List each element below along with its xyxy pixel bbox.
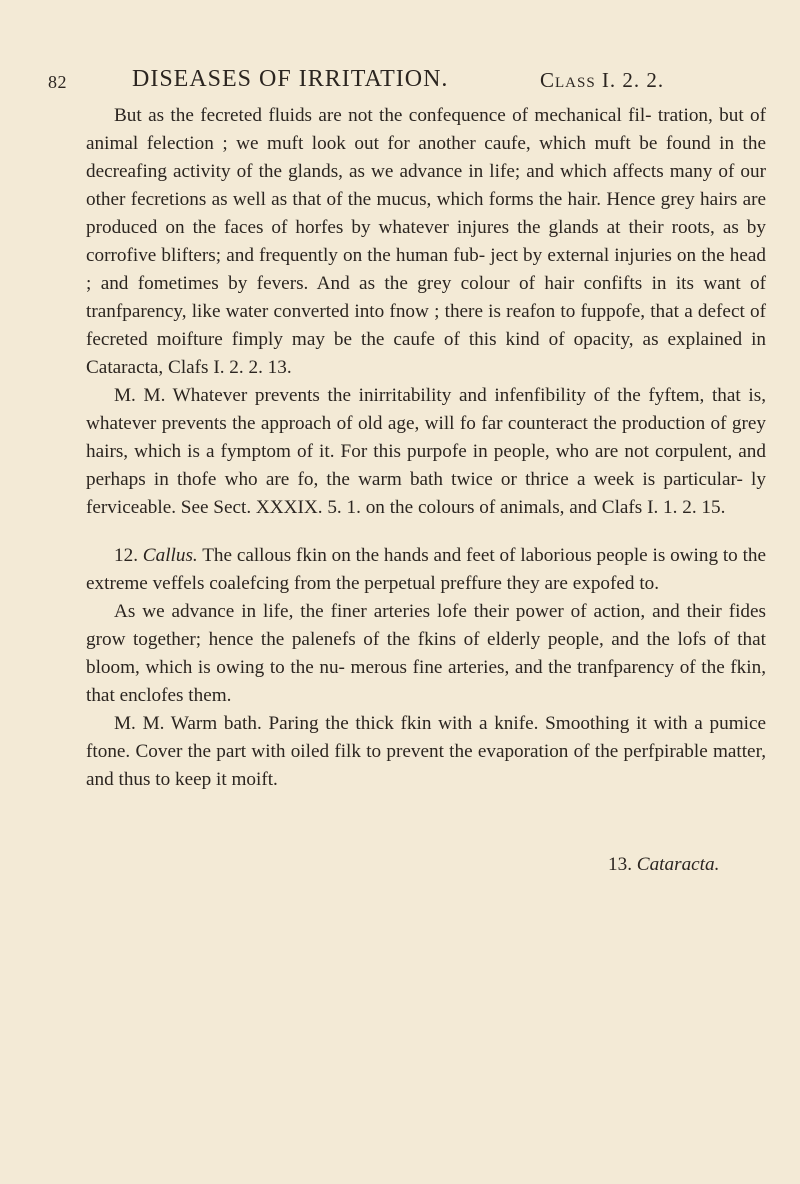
- callus-text: The callous fkin on the hands and feet of laborious people is owing to the extreme veffels coalefcing from the perpetual preffure they are expofed to.: [86, 545, 767, 594]
- running-title: DISEASES OF IRRITATION.: [132, 66, 449, 92]
- section-number: 12.: [114, 545, 138, 566]
- page-header: [48, 64, 768, 100]
- paragraph-grey-hair-cause: But as the fecreted fluids are not the confequence of mechanical fil- tration, but of animal felection ; we muft look out for another caufe, which muft be found in the decreafing activity of the glands, as we advance in life; and which affects many of our other fecretions as well as that of the mucus, which forms the hair. Hence grey hairs are produced on the faces of horfes by whatever injures the glands at their roots, as by corrofive blifters; and frequently on the human fub- ject by external injuries on the head ; and fometimes by fevers. And as the grey colour of hair confifts in its want of tranfparency, like water converted into fnow ; there is reafon to fuppofe, that a defect of fecreted moifture fimply may be the caufe of this kind of opacity, as explained in Cataracta, Clafs I. 2. 2. 13.: [86, 105, 766, 378]
- catchword-number: 13.: [608, 854, 632, 875]
- catchword-text: Cataracta.: [636, 854, 720, 875]
- paragraph-grey-hair-treatment: M. M. Whatever prevents the inirritability and infenfibility of the fyftem, that is, whatever prevents the approach of old age, will fo far counteract the production of grey hairs, which is a fymptom of it. For this purpofe in people, who are not corpulent, and perhaps in thofe who are fo, the warm bath twice or thrice a week is particular- ly ferviceable. See Sect. XXXIX. 5. 1. on the colours of animals, and Clafs I. 1. 2. 15.: [86, 385, 766, 518]
- catchword: [608, 854, 719, 876]
- paragraph-callus-treatment: M. M. Warm bath. Paring the thick fkin with a knife. Smoothing it with a pumice ftone. Cover the part with oiled filk to prevent the evaporation of the perfpirable matter, and thus to keep it moift.: [86, 713, 766, 790]
- class-reference: Class I. 2. 2.: [540, 68, 665, 92]
- page-number: 82: [48, 72, 67, 92]
- paragraph-arteries: As we advance in life, the finer arteries lofe their power of action, and their fides grow together; hence the palenefs of the fkins of elderly people, and the lofs of that bloom, which is owing to the nu- merous fine arteries, and the tranfparency of the fkin, that enclofes them.: [86, 601, 766, 706]
- paragraph-callus: [86, 542, 766, 598]
- page-body: [86, 102, 766, 794]
- section-title: Callus.: [142, 545, 198, 566]
